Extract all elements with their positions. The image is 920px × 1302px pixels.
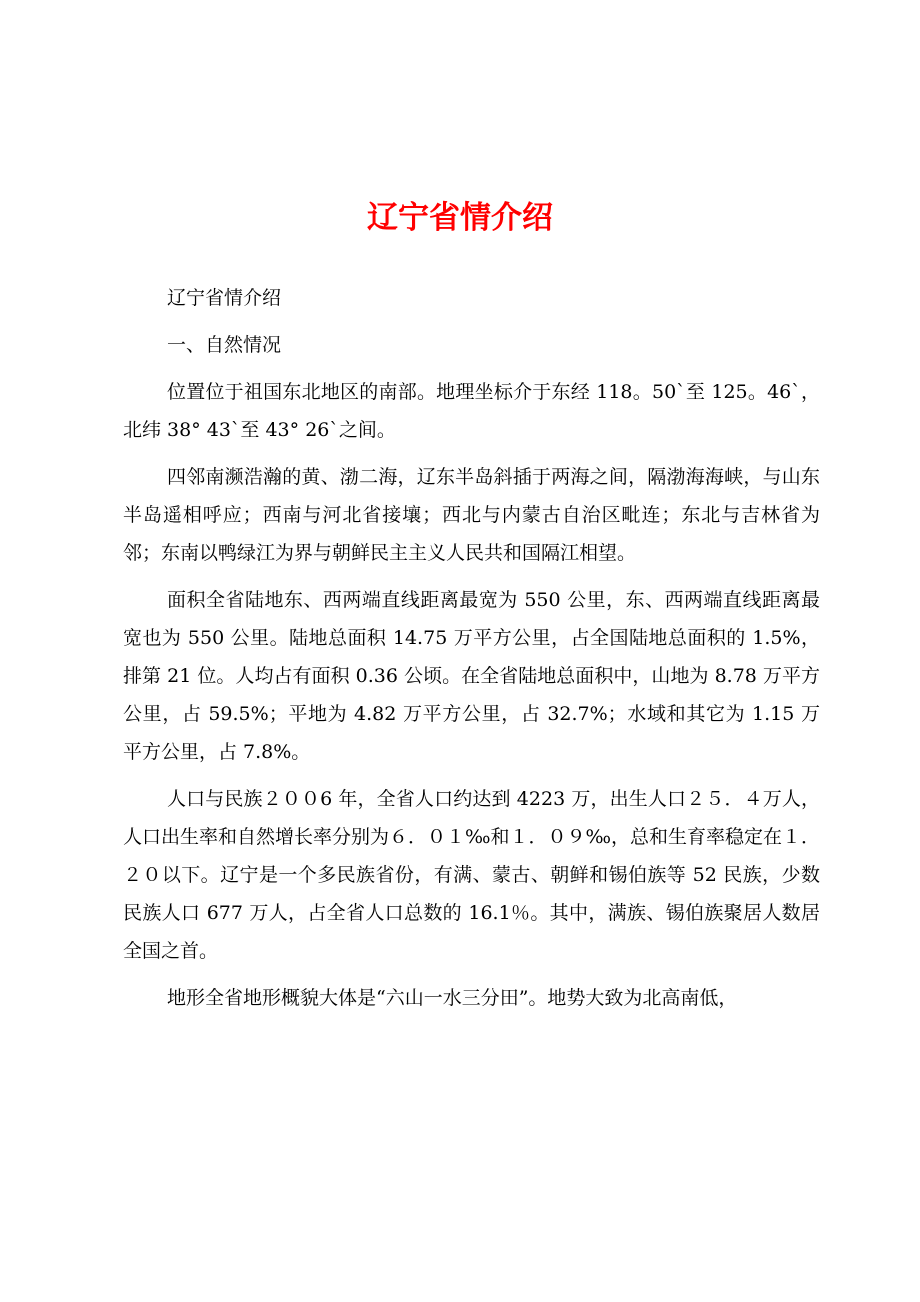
document-body (123, 279, 820, 1026)
document-title: 辽宁省情介绍 (367, 200, 553, 236)
paragraph-population: 人口与民族２００6 年，全省人口约达到 4223 万，出生人口２５．４万人，人口出生率和自然增长率分别为６．０１‰和１．０９‰，总和生育率稳定在１．２０以下。辽宁是一个多民族省份，有满、蒙古、朝鲜和锡伯族等 52 民族，少数民族人口 677 万人，占全省人口总数的 16.1％。其中，满族、锡伯族聚居人数居全国之首。 (123, 788, 820, 962)
paragraph-subtitle: 辽宁省情介绍 (167, 287, 282, 309)
paragraph-area: 面积全省陆地东、西两端直线距离最宽为 550 公里，东、西两端直线距离最宽也为 550 公里。陆地总面积 14.75 万平方公里，占全国陆地总面积的 1.5%，排第 21 位。人均占有面积 0.36 公顷。在全省陆地总面积中，山地为 8.78 万平方公里，占 59.5%；平地为 4.82 万平方公里，占 32.7%；水域和其它为 1.15 万平方公里，占 7.8%。 (123, 589, 820, 763)
paragraph-terrain: 地形全省地形概貌大体是“六山一水三分田”。地势大致为北高南低， (167, 987, 738, 1009)
paragraph-neighbors: 四邻南濒浩瀚的黄、渤二海，辽东半岛斜插于两海之间，隔渤海海峡，与山东半岛遥相呼应；西南与河北省接壤；西北与内蒙古自治区毗连；东北与吉林省为邻；东南以鸭绿江为界与朝鲜民主主义人民共和国隔江相望。 (123, 466, 820, 564)
paragraph-location: 位置位于祖国东北地区的南部。地理坐标介于东经 118。50`至 125。46`，北纬 38° 43`至 43° 26`之间。 (123, 381, 820, 441)
section-heading-natural-conditions: 一、自然情况 (167, 334, 282, 356)
